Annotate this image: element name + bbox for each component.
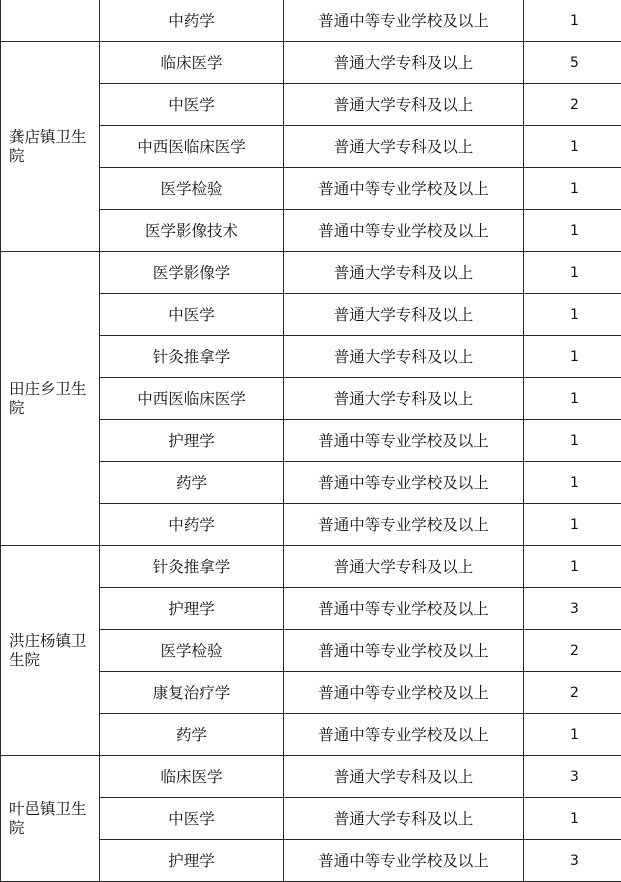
education-cell: 普通中等专业学校及以上 — [284, 168, 524, 210]
education-cell: 普通大学专科及以上 — [284, 294, 524, 336]
institution-cell: 洪庄杨镇卫生院 — [1, 546, 100, 756]
count-cell: 1 — [524, 252, 621, 294]
education-cell: 普通中等专业学校及以上 — [284, 0, 524, 42]
education-cell: 普通大学专科及以上 — [284, 378, 524, 420]
count-cell: 1 — [524, 798, 621, 840]
education-cell: 普通中等专业学校及以上 — [284, 630, 524, 672]
table-row — [1, 0, 621, 42]
count-cell: 1 — [524, 420, 621, 462]
education-cell: 普通大学专科及以上 — [284, 798, 524, 840]
count-cell: 3 — [524, 840, 621, 882]
count-cell: 1 — [524, 546, 621, 588]
count-cell: 3 — [524, 588, 621, 630]
major-cell: 中医学 — [100, 798, 284, 840]
major-cell: 针灸推拿学 — [100, 546, 284, 588]
count-cell: 1 — [524, 0, 621, 42]
count-cell: 1 — [524, 714, 621, 756]
count-cell: 2 — [524, 672, 621, 714]
major-cell: 临床医学 — [100, 42, 284, 84]
count-cell: 1 — [524, 504, 621, 546]
major-cell: 医学检验 — [100, 630, 284, 672]
major-cell: 药学 — [100, 462, 284, 504]
education-cell: 普通大学专科及以上 — [284, 336, 524, 378]
major-cell: 医学检验 — [100, 168, 284, 210]
count-cell: 5 — [524, 42, 621, 84]
table-row — [1, 252, 621, 294]
count-cell: 1 — [524, 210, 621, 252]
count-cell: 1 — [524, 168, 621, 210]
count-cell: 1 — [524, 126, 621, 168]
education-cell: 普通大学专科及以上 — [284, 126, 524, 168]
major-cell: 临床医学 — [100, 756, 284, 798]
table-body — [1, 0, 621, 882]
education-cell: 普通中等专业学校及以上 — [284, 672, 524, 714]
institution-cell: 龚店镇卫生院 — [1, 42, 100, 252]
count-cell: 1 — [524, 378, 621, 420]
institution-cell: 叶邑镇卫生院 — [1, 756, 100, 882]
education-cell: 普通中等专业学校及以上 — [284, 840, 524, 882]
count-cell: 2 — [524, 630, 621, 672]
major-cell: 护理学 — [100, 840, 284, 882]
major-cell: 护理学 — [100, 588, 284, 630]
count-cell: 1 — [524, 336, 621, 378]
table-row — [1, 756, 621, 798]
major-cell: 护理学 — [100, 420, 284, 462]
count-cell: 2 — [524, 84, 621, 126]
education-cell: 普通中等专业学校及以上 — [284, 210, 524, 252]
count-cell: 3 — [524, 756, 621, 798]
major-cell: 针灸推拿学 — [100, 336, 284, 378]
education-cell: 普通中等专业学校及以上 — [284, 420, 524, 462]
education-cell: 普通中等专业学校及以上 — [284, 714, 524, 756]
table-row — [1, 42, 621, 84]
education-cell: 普通大学专科及以上 — [284, 42, 524, 84]
major-cell: 中药学 — [100, 0, 284, 42]
major-cell: 医学影像学 — [100, 252, 284, 294]
education-cell: 普通中等专业学校及以上 — [284, 588, 524, 630]
major-cell: 医学影像技术 — [100, 210, 284, 252]
major-cell: 中医学 — [100, 84, 284, 126]
education-cell: 普通中等专业学校及以上 — [284, 462, 524, 504]
major-cell: 中医学 — [100, 294, 284, 336]
institution-cell: 田庄乡卫生院 — [1, 252, 100, 546]
major-cell: 中西医临床医学 — [100, 378, 284, 420]
education-cell: 普通大学专科及以上 — [284, 546, 524, 588]
education-cell: 普通大学专科及以上 — [284, 84, 524, 126]
major-cell: 康复治疗学 — [100, 672, 284, 714]
major-cell: 药学 — [100, 714, 284, 756]
education-cell: 普通大学专科及以上 — [284, 756, 524, 798]
education-cell: 普通大学专科及以上 — [284, 252, 524, 294]
table-row — [1, 546, 621, 588]
institution-cell — [1, 0, 100, 42]
education-cell: 普通中等专业学校及以上 — [284, 504, 524, 546]
major-cell: 中西医临床医学 — [100, 126, 284, 168]
count-cell: 1 — [524, 462, 621, 504]
major-cell: 中药学 — [100, 504, 284, 546]
count-cell: 1 — [524, 294, 621, 336]
